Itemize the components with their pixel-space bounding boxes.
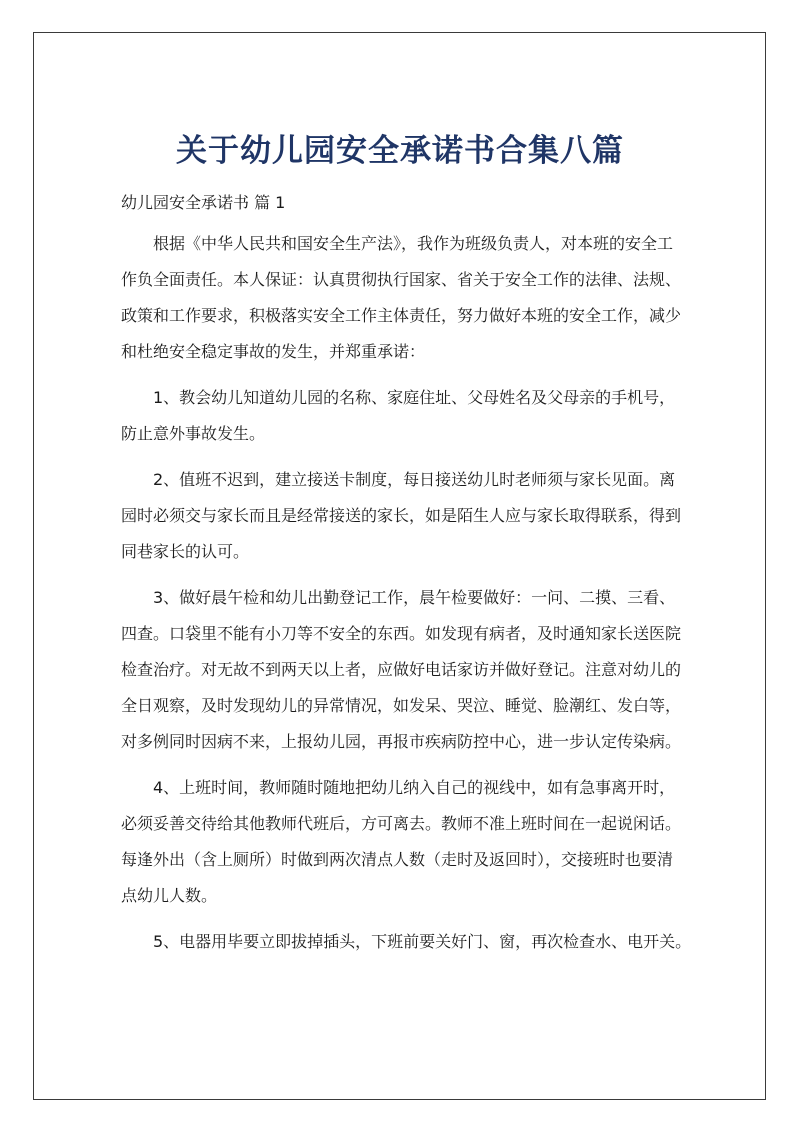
text-line: 3、做好晨午检和幼儿出勤登记工作，晨午检要做好：一问、二摸、三看、 (153, 588, 676, 607)
text-line: 和杜绝安全稳定事故的发生，并郑重承诺： (121, 342, 426, 361)
text-line: 全日观察，及时发现幼儿的异常情况，如发呆、哭泣、睡觉、脸潮红、发白等， (121, 696, 682, 715)
paragraph-item-3 (121, 580, 687, 760)
text-line: 同巷家长的认可。 (121, 542, 250, 561)
text-line: 点幼儿人数。 (121, 886, 218, 905)
paragraph-item-4 (121, 770, 687, 914)
paragraph-item-2 (121, 462, 687, 570)
text-line: 防止意外事故发生。 (121, 424, 266, 443)
text-line: 作负全面责任。本人保证：认真贯彻执行国家、省关于安全工作的法律、法规、 (121, 270, 682, 289)
paragraph-intro (121, 226, 687, 370)
document-body (121, 226, 692, 970)
paragraph-item-5 (121, 924, 692, 960)
text-line: 4、上班时间，教师随时随地把幼儿纳入自己的视线中，如有急事离开时， (153, 778, 676, 797)
text-line: 必须妥善交待给其他教师代班后，方可离去。教师不准上班时间在一起说闲话。 (121, 814, 682, 833)
section-heading: 幼儿园安全承诺书 篇 1 (121, 193, 286, 212)
text-line: 政策和工作要求，积极落实安全工作主体责任，努力做好本班的安全工作，减少 (121, 306, 682, 325)
text-line: 园时必须交与家长而且是经常接送的家长，如是陌生人应与家长取得联系，得到 (121, 506, 682, 525)
text-line: 检查治疗。对无故不到两天以上者，应做好电话家访并做好登记。注意对幼儿的 (121, 660, 682, 679)
text-line: 1、教会幼儿知道幼儿园的名称、家庭住址、父母姓名及父母亲的手机号， (153, 388, 676, 407)
paragraph-item-1 (121, 380, 687, 452)
text-line: 四查。口袋里不能有小刀等不安全的东西。如发现有病者，及时通知家长送医院 (121, 624, 682, 643)
text-line: 5、电器用毕要立即拔掉插头，下班前要关好门、窗，再次检查水、电开关。 (153, 932, 692, 951)
text-line: 对多例同时因病不来，上报幼儿园，再报市疾病防控中心，进一步认定传染病。 (121, 732, 682, 751)
text-line: 每逢外出（含上厕所）时做到两次清点人数（走时及返回时），交接班时也要清 (121, 850, 674, 869)
text-line: 2、值班不迟到，建立接送卡制度，每日接送幼儿时老师须与家长见面。离 (153, 470, 676, 489)
document-title: 关于幼儿园安全承诺书合集八篇 (176, 132, 624, 169)
text-line: 根据《中华人民共和国安全生产法》，我作为班级负责人，对本班的安全工 (153, 234, 674, 253)
